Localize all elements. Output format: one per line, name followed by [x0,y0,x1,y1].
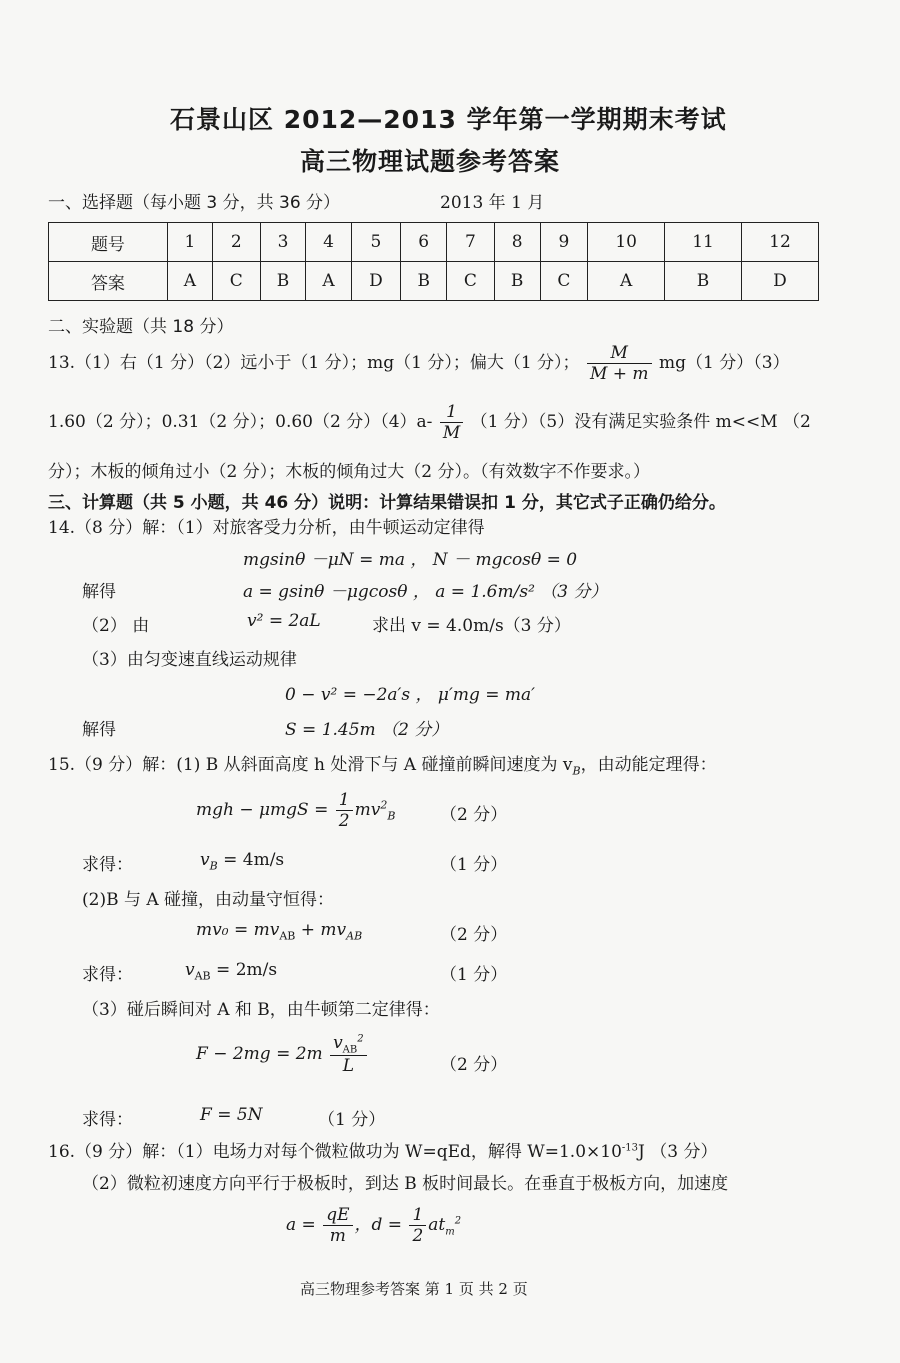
exam-date: 2013 年 1 月 [440,193,545,213]
q15-r1-score: （1 分） [440,855,508,875]
section-choice-heading: 一、选择题（每小题 3 分，共 36 分） [48,193,341,213]
question-number: 6 [401,223,447,262]
q16-eq-tail-sub: m [445,1226,455,1238]
question-number: 1 [167,223,212,262]
fraction-denominator: m [329,1226,346,1246]
answer-cell: A [306,262,351,301]
q15-r2-score: （1 分） [440,965,508,985]
q14-eq2: a = gsinθ －μgcosθ ， a = 1.6m/s² （3 分） [243,582,608,602]
q13-text-a: 13.（1）右（1 分）（2）远小于（1 分）；mg（1 分）；偏大（1 分）； [48,353,580,373]
q15-r3-score: （1 分） [318,1110,386,1130]
q16-head-tail: J （3 分） [638,1142,718,1162]
q15-eq3-score: （2 分） [440,1055,508,1075]
q15-result3: F = 5N [200,1105,263,1125]
fraction-numerator: M [587,343,652,364]
answer-cell: B [665,262,742,301]
answer-cell: C [540,262,588,301]
q14-part2-label: （2） 由 [82,616,150,636]
q15-eq1-right: mv [354,800,381,820]
page-subtitle: 高三物理试题参考答案 [300,147,561,176]
question-number: 5 [351,223,401,262]
question-number: 11 [665,223,742,262]
q16-fraction-2 [409,1205,426,1246]
q15-eq2-sub2: AB [346,929,363,943]
q15-result2 [185,960,277,982]
q15-qiude-3: 求得： [82,1110,133,1130]
fraction-numerator: 1 [440,402,463,423]
q15-head-sub: B [572,764,581,778]
q15-eq3-left: F − 2mg = 2m [196,1044,323,1065]
question-number: 8 [494,223,540,262]
answer-cell: B [401,262,447,301]
q15-eq1-sup: 2 [380,798,388,812]
answer-cell: D [351,262,401,301]
q13-fraction-2 [440,402,463,443]
q15-eq3 [196,1033,369,1076]
q14-jiede-2: 解得 [82,720,116,740]
q15-eq2-score: （2 分） [440,925,508,945]
question-number: 10 [588,223,665,262]
fraction-denominator: M + m [589,364,649,384]
q15-eq1-left: mgh − μmgS = [196,800,329,820]
q15-eq3-num-sub: AB [342,1044,358,1056]
table-row-answers [49,262,819,301]
q15-eq2 [196,920,362,942]
q14-eq3: 0 − v² = −2a′s ， μ′mg = ma′ [285,685,536,705]
answer-cell: D [742,262,819,301]
table-row-numbers [49,223,819,262]
q15-part3: （3）碰后瞬间对 A 和 B，由牛顿第二定律得： [82,1000,440,1020]
q13-text-b: mg（1 分）（3） [658,353,790,373]
q15-result1 [200,850,284,872]
page-title: 石景山区 2012—2013 学年第一学期期末考试 [170,105,727,134]
q14-part3: （3）由匀变速直线运动规律 [82,650,297,670]
q15-eq3-num-sup: 2 [357,1033,364,1045]
q16-eq-tail: at [428,1215,446,1235]
q15-r2-val: = 2m/s [210,960,278,980]
q14-eq4: S = 1.45m （2 分） [285,720,449,740]
q15-eq1 [196,790,395,831]
row-label-number: 题号 [49,223,168,262]
q16-fraction-1 [323,1205,352,1246]
fraction-denominator: M [442,423,461,443]
q15-r2-sub: AB [194,969,211,983]
q15-eq1-score: （2 分） [440,805,508,825]
q16-part2: （2）微粒初速度方向平行于极板时，到达 B 板时间最长。在垂直于极板方向，加速度 [82,1174,729,1194]
q15-eq3-fraction [330,1033,367,1076]
q15-r1-sub: B [209,859,218,873]
q15-r2-var: v [185,960,195,980]
q16-eq-mid: ，d = [354,1215,403,1235]
question-number: 7 [447,223,495,262]
q16-eq-tail-sup: 2 [454,1215,462,1227]
fraction-numerator [330,1033,367,1056]
q16-head [48,1137,717,1162]
answer-cell: C [447,262,495,301]
q16-head-sup: -13 [621,1142,639,1154]
answer-cell: A [167,262,212,301]
q15-qiude-2: 求得： [82,965,133,985]
q15-r1-val: = 4m/s [217,850,285,870]
q15-part2: (2)B 与 A 碰撞，由动量守恒得： [82,890,335,910]
fraction-denominator: L [342,1056,354,1077]
q16-eq-a: a = [286,1215,316,1235]
q15-eq3-num-var: v [333,1033,343,1053]
question-number: 2 [213,223,261,262]
section-experiment-heading: 二、实验题（共 18 分） [48,317,234,337]
fraction-numerator: qE [323,1205,352,1226]
q13-fraction-1 [587,343,652,384]
q15-eq1-fraction [336,790,353,831]
fraction-numerator: 1 [409,1205,426,1226]
question-number: 9 [540,223,588,262]
row-label-answer: 答案 [49,262,168,301]
q15-eq2-sub1: AB [279,929,296,943]
q15-eq2-mid: + mv [295,920,347,940]
section-calc-heading: 三、计算题（共 5 小题，共 46 分）说明：计算结果错误扣 1 分，其它式子正确仍给分。 [48,493,726,513]
q14-jiede-1: 解得 [82,582,116,602]
fraction-numerator: 1 [336,790,353,811]
q14-head: 14.（8 分）解：（1）对旅客受力分析，由牛顿运动定律得 [48,518,485,538]
q14-part2-eq: v² = 2aL [247,611,321,631]
q15-qiude-1: 求得： [82,855,133,875]
fraction-denominator: 2 [338,811,350,831]
answer-cell: C [213,262,261,301]
question-number: 3 [260,223,306,262]
q15-head-tail: ，由动能定理得： [580,755,717,775]
q13-line1 [48,343,790,384]
answer-table [48,222,819,301]
q14-part2-result: 求出 v = 4.0m/s（3 分） [372,616,571,636]
q13-text-c: 1.60（2 分）；0.31（2 分）；0.60（2 分）（4）a- [48,412,433,432]
q13-line3: 分）；木板的倾角过小（2 分）；木板的倾角过大（2 分）。（有效数字不作要求。） [48,462,650,482]
fraction-denominator: 2 [412,1226,424,1246]
q13-text-d: （1 分）（5）没有满足实验条件 m<<M （2 [470,412,811,432]
answer-cell: B [260,262,306,301]
q13-line2 [48,402,811,443]
q16-head-text: 16.（9 分）解：（1）电场力对每个微粒做功为 W=qEd，解得 W=1.0×10 [48,1142,622,1162]
q14-eq1: mgsinθ －μN = ma ， N － mgcosθ = 0 [243,550,578,570]
q15-r1-var: v [200,850,210,870]
q15-eq2-a: mv₀ = mv [196,920,280,940]
q15-head-text: 15.（9 分）解：(1) B 从斜面高度 h 处滑下与 A 碰撞前瞬间速度为 v [48,755,573,775]
question-number: 4 [306,223,351,262]
page-footer: 高三物理参考答案 第 1 页 共 2 页 [300,1280,528,1298]
q15-head [48,750,717,777]
answer-cell: B [494,262,540,301]
q16-eq [286,1205,461,1246]
q15-eq1-sub: B [387,809,396,823]
question-number: 12 [742,223,819,262]
answer-cell: A [588,262,665,301]
